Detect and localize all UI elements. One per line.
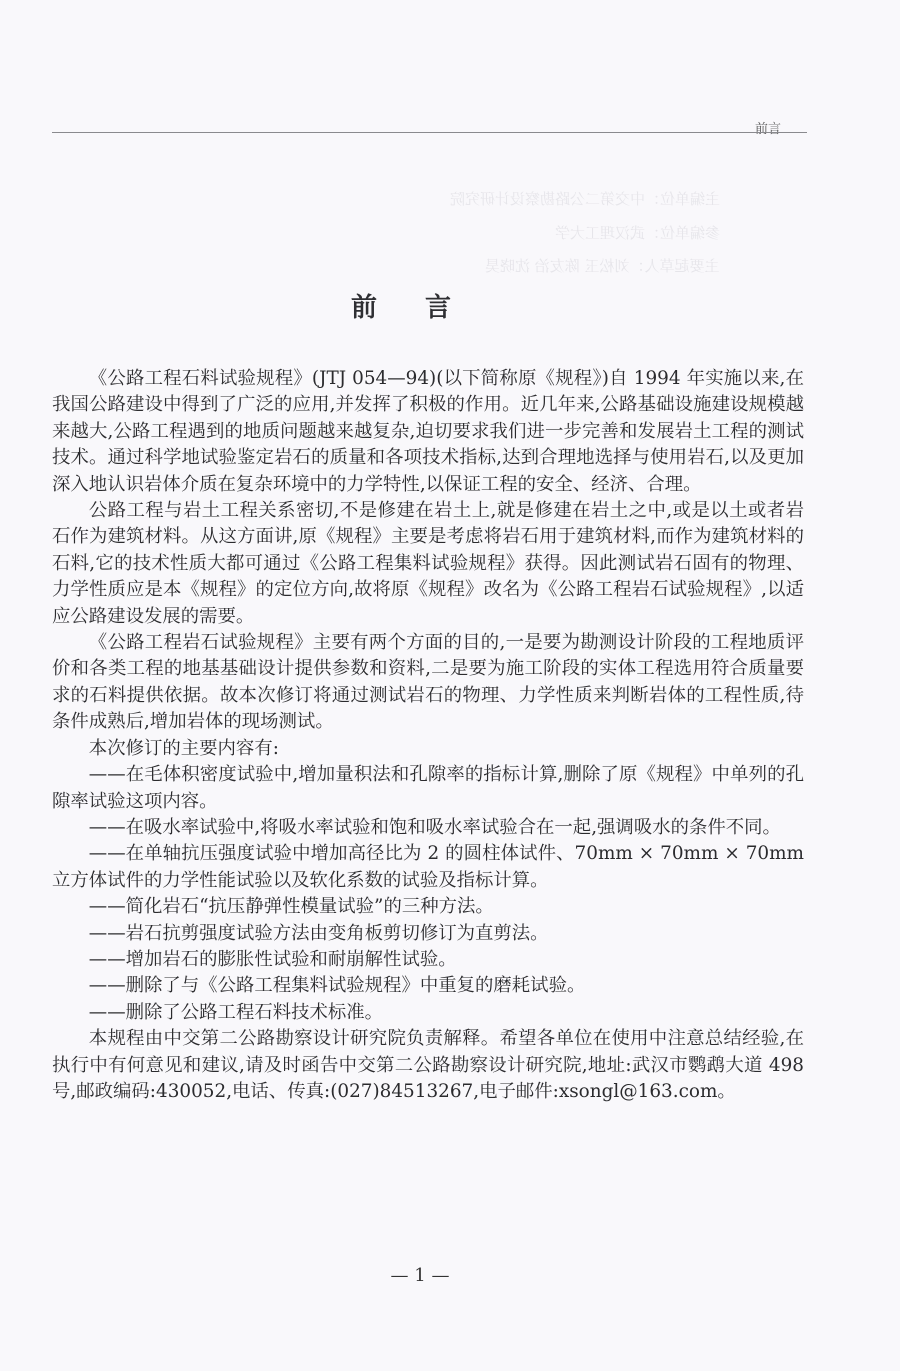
bleed-through-text: 参编单位：武汉理工大学 [554,224,720,242]
revision-item: ——增加岩石的膨胀性试验和耐崩解性试验。 [88,948,457,970]
revision-item: ——在吸水率试验中,将吸水率试验和饱和吸水率试验合在一起,强调吸水的条件不同。 [88,816,781,838]
bleed-through-text: 主要起草人：刘松玉 陈友治 沈晓昊 [485,257,720,275]
paragraph-scope: 公路工程与岩土工程关系密切,不是修建在岩土上,就是修建在岩土之中,或是以土或者岩石作为建筑材料。从这方面讲,原《规程》主要是考虑将岩石用于建筑材料,而作为建筑材料的石料,它的技术性质大都可通过《公路工程集料试验规程》获得。因此测试岩石固有的物理、力学性质应是本《规程》的定位方向,故将原《规程》改名为《公路工程岩石试验规程》,以适应公路建设发展的需要。 [52,500,804,627]
revision-item: ——在单轴抗压强度试验中增加高径比为 2 的圆柱体试件、70mm × 70mm × 70mm 立方体试件的力学性能试验以及软化系数的试验及指标计算。 [52,843,804,891]
bleed-through-text: 主编单位：中交第二公路勘察设计研究院 [449,190,720,208]
running-header-title: 前言 [754,122,781,137]
revision-item: ——岩石抗剪强度试验方法由变角板剪切修订为直剪法。 [88,922,549,944]
header-rule [52,132,807,133]
paragraph-revision-intro: 本次修订的主要内容有: [88,737,279,759]
revision-item: ——简化岩石“抗压静弹性模量试验”的三种方法。 [88,896,494,918]
revision-item: ——删除了公路工程石料技术标准。 [88,1001,384,1023]
paragraph-contact: 本规程由中交第二公路勘察设计研究院负责解释。希望各单位在使用中注意总结经验,在执行中有何意见和建议,请及时函告中交第二公路勘察设计研究院,地址:武汉市鹦鹉大道 498 号,邮政编码:430052,电话、传真:(027)84513267,电子邮件:xsongl@163.com。 [52,1028,804,1102]
page-number: — 1 — [390,1265,450,1286]
revision-item: ——在毛体积密度试验中,增加量积法和孔隙率的指标计算,删除了原《规程》中单列的孔隙率试验这项内容。 [52,764,804,812]
revision-item: ——删除了与《公路工程集料试验规程》中重复的磨耗试验。 [88,975,586,997]
page-title: 前言 [350,293,499,324]
paragraph-purpose: 《公路工程岩石试验规程》主要有两个方面的目的,一是要为勘测设计阶段的工程地质评价和各类工程的地基基础设计提供参数和资料,二是要为施工阶段的实体工程选用符合质量要求的石料提供依据。故本次修订将通过测试岩石的物理、力学性质来判断岩体的工程性质,待条件成熟后,增加岩体的现场测试。 [52,632,804,733]
paragraph-history: 《公路工程石料试验规程》(JTJ 054—94)(以下简称原《规程》)自 1994 年实施以来,在我国公路建设中得到了广泛的应用,并发挥了积极的作用。近几年来,公路基础设施建设规模越来越大,公路工程遇到的地质问题越来越复杂,迫切要求我们进一步完善和发展岩土工程的测试技术。通过科学地试验鉴定岩石的质量和各项技术指标,达到合理地选择与使用岩石,以及更加深入地认识岩体介质在复杂环境中的力学特性,以保证工程的安全、经济、合理。 [52,368,804,495]
preface-body [52,366,804,1105]
